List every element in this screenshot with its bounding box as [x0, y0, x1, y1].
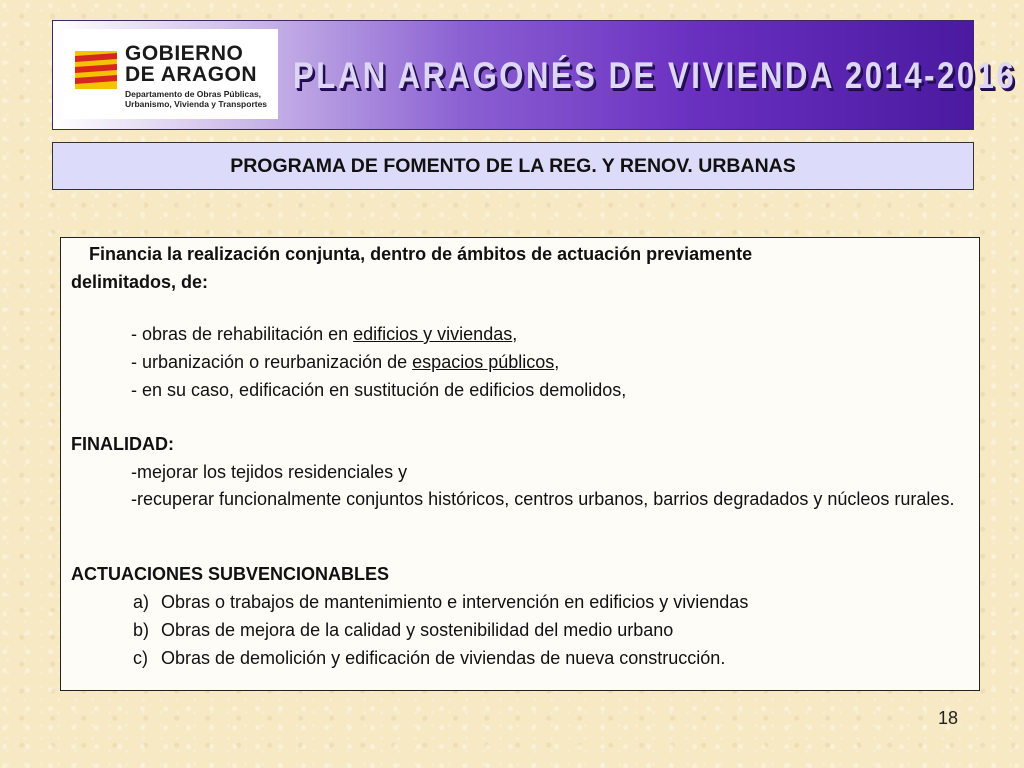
finalidad-heading: FINALIDAD: — [71, 434, 174, 454]
logo-name: GOBIERNO DE ARAGON — [125, 42, 258, 86]
bullet-link: espacios públicos — [412, 352, 555, 372]
gobierno-aragon-logo — [63, 29, 278, 119]
actuacion-item: a) Obras o trabajos de mantenimiento e intervención en edificios y viviendas — [133, 592, 749, 612]
content-panel — [60, 237, 980, 691]
bullet-item: - obras de rehabilitación en edificios y viviendas, — [131, 324, 518, 344]
actuacion-item: c) Obras de demolición y edificación de viviendas de nueva construcción. — [133, 648, 726, 668]
finalidad-item: -recuperar funcionalmente conjuntos históricos, centros urbanos, barrios degradados y núcleos rurales. — [131, 489, 955, 509]
intro-line-2: delimitados, de: — [71, 272, 209, 292]
program-title: PROGRAMA DE FOMENTO DE LA REG. Y RENOV. URBANAS — [52, 142, 974, 190]
page-number: 18 — [938, 708, 959, 728]
header-banner — [52, 20, 1017, 130]
actuaciones-heading: ACTUACIONES SUBVENCIONABLES — [71, 564, 390, 584]
intro-line-1: Financia la realización conjunta, dentro de ámbitos de actuación previamente — [89, 244, 753, 264]
actuacion-item: b) Obras de mejora de la calidad y sostenibilidad del medio urbano — [133, 620, 674, 640]
logo-department: Departamento de Obras Públicas, Urbanismo, Vivienda y Transportes — [125, 89, 268, 109]
banner-title: PLAN ARAGONÉS DE VIVIENDA 2014-2016 — [293, 55, 1017, 96]
bullet-item: - urbanización o reurbanización de espacios públicos, — [131, 352, 560, 372]
bullet-link: edificios y viviendas — [353, 324, 513, 344]
aragon-flag-icon — [75, 51, 117, 89]
bullet-item: - en su caso, edificación en sustitución de edificios demolidos, — [131, 380, 627, 400]
finalidad-item: -mejorar los tejidos residenciales y — [131, 462, 408, 482]
